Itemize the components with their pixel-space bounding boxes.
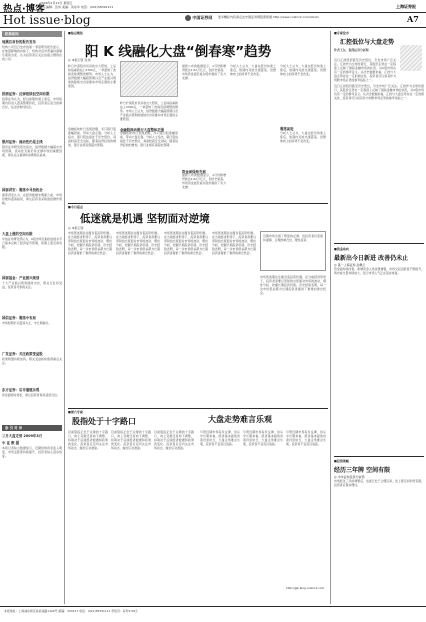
story-body3-a: 最新公布的数据显示，1月份新增贷款达1.62万亿元，创历史新高。市场资金面充裕为股市提供了有力支撑。 — [182, 64, 226, 81]
story2-body: 市场低迷期往往蕴含着投资机遇。在当前经济形势下，投资者需要以坚韧的态度面对市场的波动，理性分析，把握长期投资价值。历史经验表明，每一次市场低谷都为长期投资者提供了难得的建仓机会。 — [68, 231, 112, 256]
item-title: 招商证券：反弹延续但空间有限 — [2, 92, 50, 96]
story2-body: 市场低迷期往往蕴含着投资机遇。在当前经济形势下，投资者需要以坚韧的态度面对市场的波动，理性分析，把握长期投资价值。历史经验表明，每一次市场低谷都为长期投资者提供了难得的建仓机会。 — [260, 275, 326, 296]
left-ad-line: 三月大盘走势 2009年3月 — [2, 434, 43, 438]
item-body: 政策刺激持续加码，相关受益板块值得重点关注。 — [2, 357, 62, 366]
right-body: 近日汇控股价跌至历史低位，引发市场广泛关注。汇控作为全球性银行，其股价走势在一定程度上反映了国际金融市场的状况，对A股市场也有一定的参考意义。从历史数据来看，汇控与大盘走势存在一定的相关性，投资者可以将其作为判断市场走势的参考指标之一。 — [334, 58, 396, 83]
left-item-5 — [2, 275, 62, 313]
story-body4-b: 分析人士认为，大盘在经历快速上涨后，短期内可能出现震荡，但整体向上的趋势不会改变。 — [280, 64, 326, 77]
section-title-cn: 热点·博客 — [3, 4, 45, 15]
editor-line: 责任编辑：张伟 美编：何东华 电话：(021)58391111 — [40, 5, 114, 9]
right-kicker: ■专家论市 — [334, 31, 349, 35]
section-title-en: Hot issue·blog — [3, 13, 91, 27]
column-divider — [64, 31, 65, 604]
item-title: 国泰基金：产业振兴规划 — [2, 276, 40, 280]
right-body-cont: 近日汇控股价跌至历史低位，引发市场广泛关注。汇控作为全球性银行，其股价走势在一定程度上反映了国际金融市场的状况，对A股市场也有一定的参考意义。从历史数据来看，汇控与大盘走势存在一定的相关性，投资者可以将其作为判断市场走势的参考指标之一。 — [334, 84, 424, 101]
right-section2-byline: ◎ 第一上海证券 孙佩兰 — [334, 262, 366, 267]
item-body: 资金面相对宽松，建议投资者保持适度仓位。 — [2, 393, 60, 397]
story4-body: 尽管近期市场有所反弹，但从中长期来看，经济基本面的改善仍需时日，大盘走势难言乐观，投资者不宜盲目追高。 — [200, 430, 240, 447]
author-bio: 作者王东，资深证券分析师 — [334, 48, 369, 52]
left-column-header: 机构动向 — [2, 31, 62, 37]
right-section3-title: 经历三年牌 空间有限 — [334, 467, 391, 475]
story2-body: 市场低迷期往往蕴含着投资机遇。在当前经济形势下，投资者需要以坚韧的态度面对市场的波动，理性分析，把握长期投资价值。历史经验表明，每一次市场低谷都为长期投资者提供了难得的建仓机会。 — [212, 231, 256, 256]
story2-body: 市场低迷期往往蕴含着投资机遇。在当前经济形势下，投资者需要以坚韧的态度面对市场的波动，理性分析，把握长期投资价值。历史经验表明，每一次市场低谷都为长期投资者提供了难得的建仓机会。 — [164, 231, 208, 256]
left-item-4 — [2, 231, 62, 273]
item-title: 银河证券：流动性仍是主线 — [2, 140, 43, 144]
item-title: 地震后首份的报告发布 — [2, 40, 36, 44]
item-title: 国信证券：震荡中布局 — [2, 316, 36, 320]
story3-body: 目前股指正处于关键的十字路口，向上突破还是向下调整，将取决于后续经济数据和政策的变化。投资者应密切关注市场动态，做好应对准备。 — [154, 430, 194, 451]
right-section2-body: 资金面持续改善，新增资金入场意愿增强，市场交投活跃度不断提升，两市成交量持续放大，显示市场人气正在逐步恢复。 — [334, 266, 424, 275]
story-subhead3: 震荡前进 — [280, 127, 294, 131]
left-item-7 — [2, 351, 62, 385]
item-body: 机构公司近日发布的第一季度研究报告显示，在地震影响的持续下，机构对后市普遍持谨慎乐观的态度，认为投资者应关注估值合理的优质公司。 — [2, 45, 62, 62]
story4-body: 尽管近期市场有所反弹，但从中长期来看，经济基本面的改善仍需时日，大盘走势难言乐观，投资者不宜盲目追高。 — [243, 430, 283, 447]
quote-text: 近期市场出现了明显的反弹，但投资者仍需保持谨慎，合理控制仓位，理性投资。 — [263, 234, 323, 243]
left-ad-header: 参 引 对 冲 — [2, 425, 62, 431]
section-rule — [68, 408, 328, 409]
item-title: 东方证券：后市谨慎乐观 — [2, 388, 40, 392]
left-item-2 — [2, 139, 62, 185]
trading-chart-image — [120, 61, 178, 97]
right-section2-title: 最新出今日新进 改善仍未止 — [334, 254, 409, 262]
left-ad-line: 中 证 数 据 — [2, 441, 20, 445]
item-title: 大盘上涨的空间有限 — [2, 232, 33, 236]
right-section2-kicker: ■资金动向 — [334, 246, 349, 251]
story-subhead2: 资金面保持充裕 — [182, 170, 206, 174]
portrait-image — [400, 45, 422, 71]
item-title: 广发证券：关注政策受益股 — [2, 352, 43, 356]
story-headline: 阳 K 线融化大盘“倒春寒”趋势 — [85, 44, 272, 60]
left-item-0 — [2, 39, 62, 89]
site-logo: 中国证券网 — [185, 15, 212, 21]
masthead-rule-bottom — [0, 27, 426, 28]
right-section3-byline: ◎ 中华证券投资分析部 — [334, 475, 365, 480]
globe-icon — [185, 15, 191, 21]
story-body2: 金融板块昨日表现抢眼，多只银行股涨幅居前，带动大盘走强。分析人士指出，银行股估值处于历史低位，具备较高安全边际，随着信贷投放的增加，银行业绩有望超出预期。 — [120, 131, 178, 148]
right-section3-kicker: ■投资策略 — [334, 459, 349, 464]
footer-rule — [0, 606, 426, 607]
web-banner[interactable]: 更多精彩内容请点击中国证券网股票频道 http://www.cnstock.com/stock/ — [218, 15, 320, 19]
story-byline: ◎ 本报记者 张伟 — [68, 58, 91, 62]
story-body2-b: 金融板块昨日表现抢眼，多只银行股涨幅居前，带动大盘走强。分析人士指出，银行股估值处于历史低位，具备较高安全边际，随着信贷投放的增加，银行业绩有望超出预期。 — [68, 127, 116, 148]
story4-link[interactable]: http://gjb.blog.cnstock.com — [286, 586, 325, 590]
left-item-8 — [2, 387, 62, 421]
story-kicker: ■热点聚焦 — [68, 31, 83, 35]
story-fourth — [200, 410, 328, 602]
story3-body: 目前股指正处于关键的十字路口，向上突破还是向下调整，将取决于后续经济数据和政策的变化。投资者应密切关注市场动态，做好应对准备。 — [111, 430, 151, 451]
story-third — [68, 410, 196, 602]
story-main — [68, 31, 328, 201]
story-photo — [120, 61, 178, 97]
story4-body: 尽管近期市场有所反弹，但从中长期来看，经济基本面的改善仍需时日，大盘走势难言乐观，投资者不宜盲目追高。 — [286, 430, 326, 447]
item-body: 十大产业振兴规划陆续出台，相关行业将受益，投资者可积极关注。 — [2, 281, 62, 290]
paper-name: 上海证券报 — [396, 4, 416, 9]
story-body-cont: 昨日沪深股市双双收出大阳线，上证综指重新站上2300点，一举扭转了此前连续调整的颓势。市场人士认为，信贷数据大幅超预期以及产业振兴规划的陆续出台是推动市场走强的主要原因。 — [120, 101, 178, 122]
item-body: 国泰君安认为，在经济数据未明朗之前，市场将维持震荡格局，建议投资者采取波段操作策略。 — [2, 193, 62, 206]
left-item-6 — [2, 315, 62, 349]
author-photo — [400, 45, 422, 71]
story2-byline: ◎ 本报记者 — [68, 226, 84, 230]
story-subhead: 金融股推动银行大盘整体走强 — [120, 128, 165, 132]
left-item-1 — [2, 91, 62, 137]
item-body: 银河证券研究报告指出，信贷数据大幅超出市场预期，流动性充裕仍是支撑市场的重要因素，建议关注基建和消费相关板块。 — [2, 145, 62, 158]
right-section3-body: 市场经过三年的调整后，估值已处于合理区间，但上涨空间仍然有限，投资者应保持理性。 — [334, 479, 424, 488]
story-body3: 最新公布的数据显示，1月份新增贷款达1.62万亿元，创历史新高。市场资金面充裕为股市提供了有力支撑。 — [182, 173, 226, 190]
story-body4-c: 分析人士认为，大盘在经历快速上涨后，短期内可能出现震荡，但整体向上的趋势不会改变。 — [280, 131, 326, 144]
left-item-3 — [2, 187, 62, 229]
item-title: 国泰君安：震荡中寻找机会 — [2, 188, 43, 192]
section-rule — [68, 203, 328, 204]
item-body: 中信证券研究部认为，A股市场目前的估值水平已基本反映了经济复苏预期，短期上涨空间有限。 — [2, 237, 62, 250]
story2-headline: 低迷就是机遇 坚韧面对逆境 — [80, 213, 210, 225]
column-divider — [330, 31, 331, 604]
page-number: A7 — [407, 14, 419, 24]
item-body: 招商证券认为，经过前期快速上涨后，市场短期内将进入震荡整理阶段，投资者应适当控制仓位，关注结构性机会。 — [2, 97, 62, 110]
date-line: 2009年2月13日 星期五 — [40, 1, 73, 5]
story-body4: 分析人士认为，大盘在经历快速上涨后，短期内可能出现震荡，但整体向上的趋势不会改变。 — [230, 64, 276, 77]
quote-box — [260, 231, 326, 271]
story4-headline: 大盘走势难言乐观 — [208, 415, 272, 424]
story2-body: 市场低迷期往往蕴含着投资机遇。在当前经济形势下，投资者需要以坚韧的态度面对市场的波动，理性分析，把握长期投资价值。历史经验表明，每一次市场低谷都为长期投资者提供了难得的建仓机会。 — [116, 231, 160, 256]
right-column — [334, 31, 424, 604]
right-rule — [334, 243, 424, 244]
story3-headline: 股指处于十字路口 — [72, 417, 136, 426]
right-title: 汇控低位与大盘走势 — [340, 39, 395, 46]
right-rule — [334, 456, 424, 457]
left-column — [2, 31, 62, 604]
item-body: 市场短期仍以震荡为主，中长期看好。 — [2, 321, 52, 325]
story2-kicker: ■今日看点 — [68, 205, 83, 209]
left-ad-body: 本报记者综合数据显示，近期机构资金流入明显，市场活跃度持续提升，投资者信心逐步恢复。 — [2, 446, 62, 459]
story3-body: 目前股指正处于关键的十字路口，向上突破还是向下调整，将取决于后续经济数据和政策的变化。投资者应密切关注市场动态，做好应对准备。 — [68, 430, 108, 451]
story-second — [68, 205, 328, 405]
footer-text: 本报地址：上海浦东新区杨高南路1100号 邮编：200127 电话：(021)58391111 零售价：每份2.00元 — [4, 609, 138, 613]
story3-kicker: ■周六专家 — [68, 410, 83, 414]
story-body: 昨日沪深股市双双收出大阳线，上证综指重新站上2300点，一举扭转了此前连续调整的颓势。市场人士认为，信贷数据大幅超预期以及产业振兴规划的陆续出台是推动市场走强的主要原因。 — [68, 64, 116, 89]
